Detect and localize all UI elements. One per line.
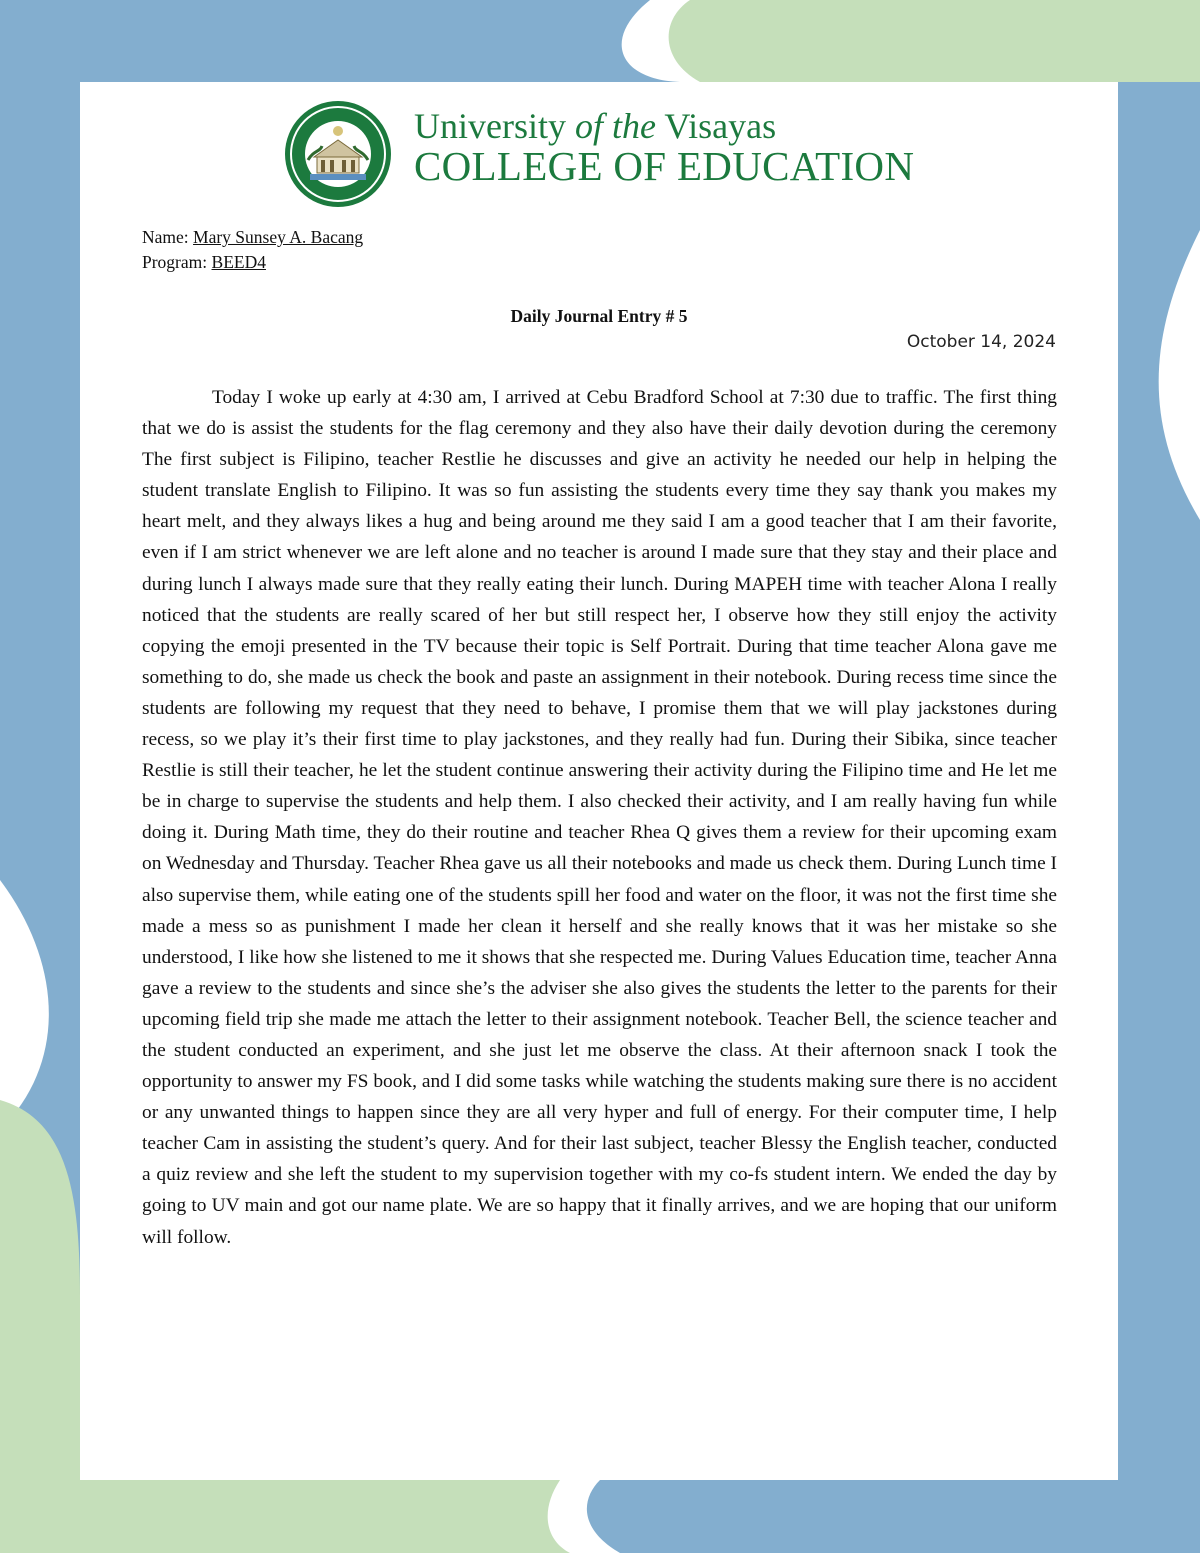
- program-row: [142, 250, 363, 275]
- bottom-green-band: [0, 1480, 570, 1553]
- top-green-wave: [669, 0, 1200, 82]
- university-name: University of the Visayas: [414, 106, 777, 146]
- journal-date: October 14, 2024: [906, 332, 1056, 352]
- student-info: [142, 225, 363, 275]
- program-label: Program:: [142, 252, 208, 272]
- document-sheet: [80, 82, 1118, 1480]
- name-label: Name:: [142, 227, 189, 247]
- student-name: Mary Sunsey A. Bacang: [193, 227, 364, 247]
- bottom-blue-band: [587, 1480, 1200, 1553]
- name-row: [142, 225, 363, 250]
- journal-title: Daily Journal Entry # 5: [510, 306, 688, 326]
- college-name: COLLEGE OF EDUCATION: [414, 143, 915, 189]
- university-seal-icon: [284, 100, 392, 208]
- student-program: BEED4: [211, 252, 266, 272]
- top-blue-wave: [0, 0, 680, 82]
- journal-body: Today I woke up early at 4:30 am, I arrived at Cebu Bradford School at 7:30 due to traffic. The first thing that we do is assist the students for the flag ceremony and they also have their daily devotion during the ceremony The first subject is Filipino, teacher Restlie he discusses and give an activity he needed our help in helping the student translate English to Filipino. It was so fun assisting the students every time they say thank you makes my heart melt, and they always likes a hug and being around me they said I am a good teacher that I am their favorite, even if I am strict whenever we are left alone and no teacher is around I made sure that they stay and their place and during lunch I always made sure that they really eating their lunch. During MAPEH time with teacher Alona I really noticed that the students are really scared of her but still respect her, I observe how they still enjoy the activity copying the emoji presented in the TV because their topic is Self Portrait. During that time teacher Alona gave me something to do, she made us check the book and paste an assignment in their notebook. During recess time since the students are following my request that they need to behave, I promise them that we will play jackstones during recess, so we play it’s their first time to play jackstones, and they really had fun. During their Sibika, since teacher Restlie is still their teacher, he let the student continue answering their activity during the Filipino time and He let me be in charge to supervise the students and help them. I also checked their activity, and I am really having fun while doing it. During Math time, they do their routine and teacher Rhea Q gives them a review for their upcoming exam on Wednesday and Thursday. Teacher Rhea gave us all their notebooks and made us check them. During Lunch time I also supervise them, while eating one of the students spill her food and water on the floor, it was not the first time she made a mess so as punishment I made her clean it herself and she really knows that it was her mistake so she understood, I like how she listened to me it shows that she respected me. During Values Education time, teacher Anna gave a review to the students and since she’s the adviser she also gives the students the letter to the parents for their upcoming field trip she made me attach the letter to their assignment notebook. Teacher Bell, the science teacher and the student conducted an experiment, and she just let me observe the class. At their afternoon snack I took the opportunity to answer my FS book, and I did some tasks while watching the students making sure there is no accident or any unwanted things to happen since they are all very hyper and full of energy. For their computer time, I help teacher Cam in assisting the student’s query. And for their last subject, teacher Blessy the English teacher, conducted a quiz review and she left the student to my supervision together with my co-fs student intern. We ended the day by going to UV main and got our name plate. We are so happy that it finally arrives, and we are hoping that our uniform will follow.: [142, 387, 1057, 1248]
- letterhead: [284, 100, 924, 210]
